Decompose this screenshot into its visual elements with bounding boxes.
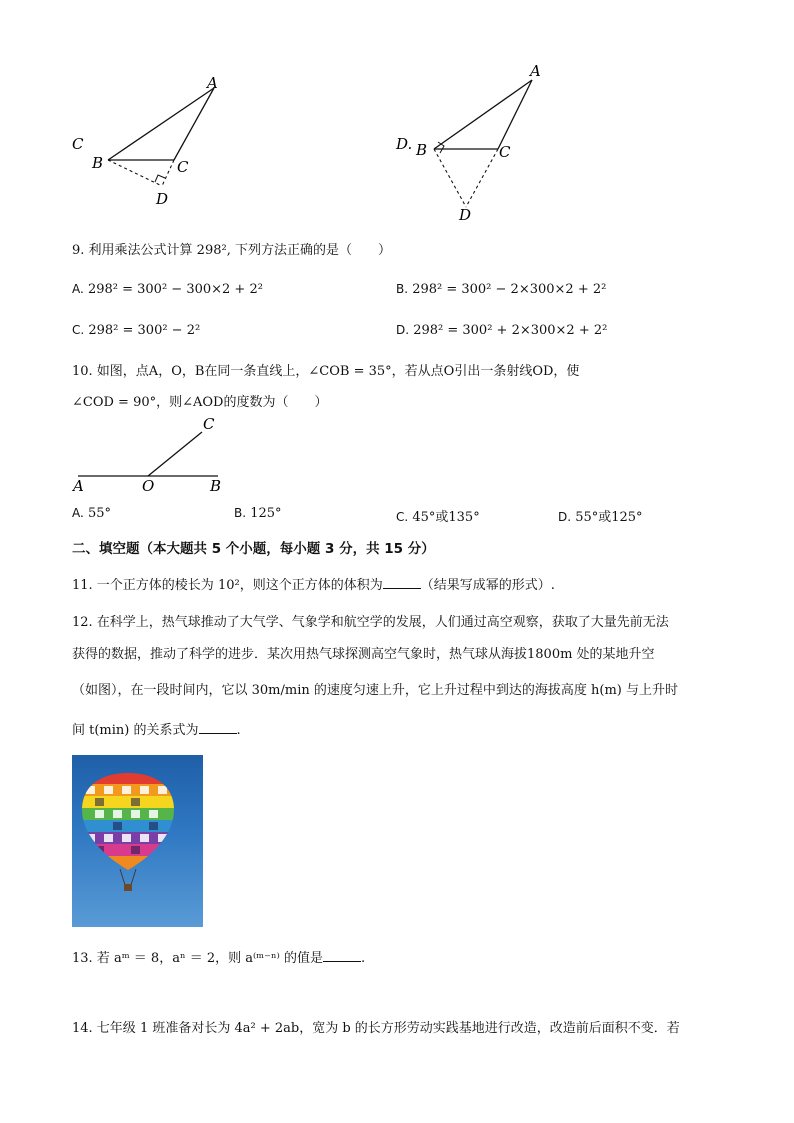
q10-option-b-label: B. [234,506,247,520]
q9-option-d[interactable] [396,323,607,338]
q10-option-c-text: 45°或135° [412,510,480,525]
q10-option-c-label: C. [396,510,409,524]
q9-option-d-label: D. [396,323,410,337]
q10-option-d[interactable] [558,506,643,525]
q10-figure [70,414,230,494]
q11 [72,574,555,593]
figure-c-point-a: A [207,74,218,92]
q13 [72,947,365,966]
q9-option-c-label: C. [72,323,85,337]
q10-option-d-label: D. [558,510,572,524]
q12-line3: （如图），在一段时间内，它以 30m/min 的速度匀速上升，它上升过程中到达的海拔高度 h(m) 与上升时 [72,683,678,698]
q10-option-a-text: 55° [87,506,111,521]
q12-line4 [72,719,241,738]
q10-point-a: A [73,477,84,494]
q10-stem-line2: ∠COD = 90°，则∠AOD的度数为（ ） [72,395,328,410]
figure-d-point-b: B [416,141,428,159]
q9-stem: 9. 利用乘法公式计算 298², 下列方法正确的是（ ） [72,243,391,258]
hot-air-balloon-icon [72,755,203,927]
q9-option-a[interactable] [72,282,263,297]
q9-option-a-label: A. [72,282,84,296]
q9-option-c[interactable] [72,323,200,338]
q12-text-after: . [236,723,241,738]
q12-answer-blank[interactable] [199,721,237,734]
q10-stem-line1: 10. 如图，点A，O，B在同一条直线上，∠COB = 35°，若从点O引出一条射线OD，使 [72,364,580,379]
q9-option-a-text: 298² = 300² − 300×2 + 2² [87,282,263,297]
q12-text-before: 间 t(min) 的关系式为 [72,723,199,738]
q10-point-b: B [210,477,222,494]
figure-d-point-c: C [499,143,511,161]
section-fill-in-title: 二、填空题（本大题共 5 个小题，每小题 3 分，共 15 分） [72,541,435,557]
q11-text-after: （结果写成幂的形式）. [420,578,555,593]
q10-option-c[interactable] [396,506,480,525]
figure-d-point-d: D [459,206,472,224]
figure-c-label: C [72,135,84,153]
q14-line1: 14. 七年级 1 班准备对长为 4a² + 2ab，宽为 b 的长方形劳动实践基地进行改造，改造前后面积不变．若 [72,1021,680,1036]
figure-d-point-a: A [530,62,541,80]
q11-text-before: 11. 一个正方体的棱长为 10²，则这个正方体的体积为 [72,578,383,593]
q10-option-a-label: A. [72,506,84,520]
q9-option-b-label: B. [396,282,409,296]
figure-d-label: D. [396,135,413,153]
figure-option-d [394,62,554,224]
q9-option-d-text: 298² = 300² + 2×300×2 + 2² [413,323,608,338]
q13-answer-blank[interactable] [323,949,361,962]
q10-option-a[interactable] [72,506,111,521]
q9-option-b-text: 298² = 300² − 2×300×2 + 2² [412,282,607,297]
q13-text-before: 13. 若 aᵐ ＝ 8，aⁿ ＝ 2，则 a⁽ᵐ⁻ⁿ⁾ 的值是 [72,951,323,966]
figure-c-point-d: D [156,190,169,208]
q10-option-b[interactable] [234,506,282,521]
q11-answer-blank[interactable] [383,576,421,589]
figure-c-point-c: C [177,158,189,176]
figure-option-c [66,74,236,210]
q10-point-c: C [203,415,215,433]
q10-point-o: O [142,477,155,494]
q10-option-d-text: 55°或125° [575,510,643,525]
q10-option-b-text: 125° [250,506,282,521]
q13-text-after: . [360,951,366,966]
q12-line2: 获得的数据，推动了科学的进步．某次用热气球探测高空气象时，热气球从海拔1800m 处的某地升空 [72,647,655,662]
q9-option-b[interactable] [396,282,606,297]
q9-option-c-text: 298² = 300² − 2² [88,323,201,338]
q12-line1: 12. 在科学上，热气球推动了大气学、气象学和航空学的发展，人们通过高空观察，获取了大量先前无法 [72,615,669,630]
figure-c-point-b: B [92,154,104,172]
hot-air-balloon-photo [72,755,203,927]
